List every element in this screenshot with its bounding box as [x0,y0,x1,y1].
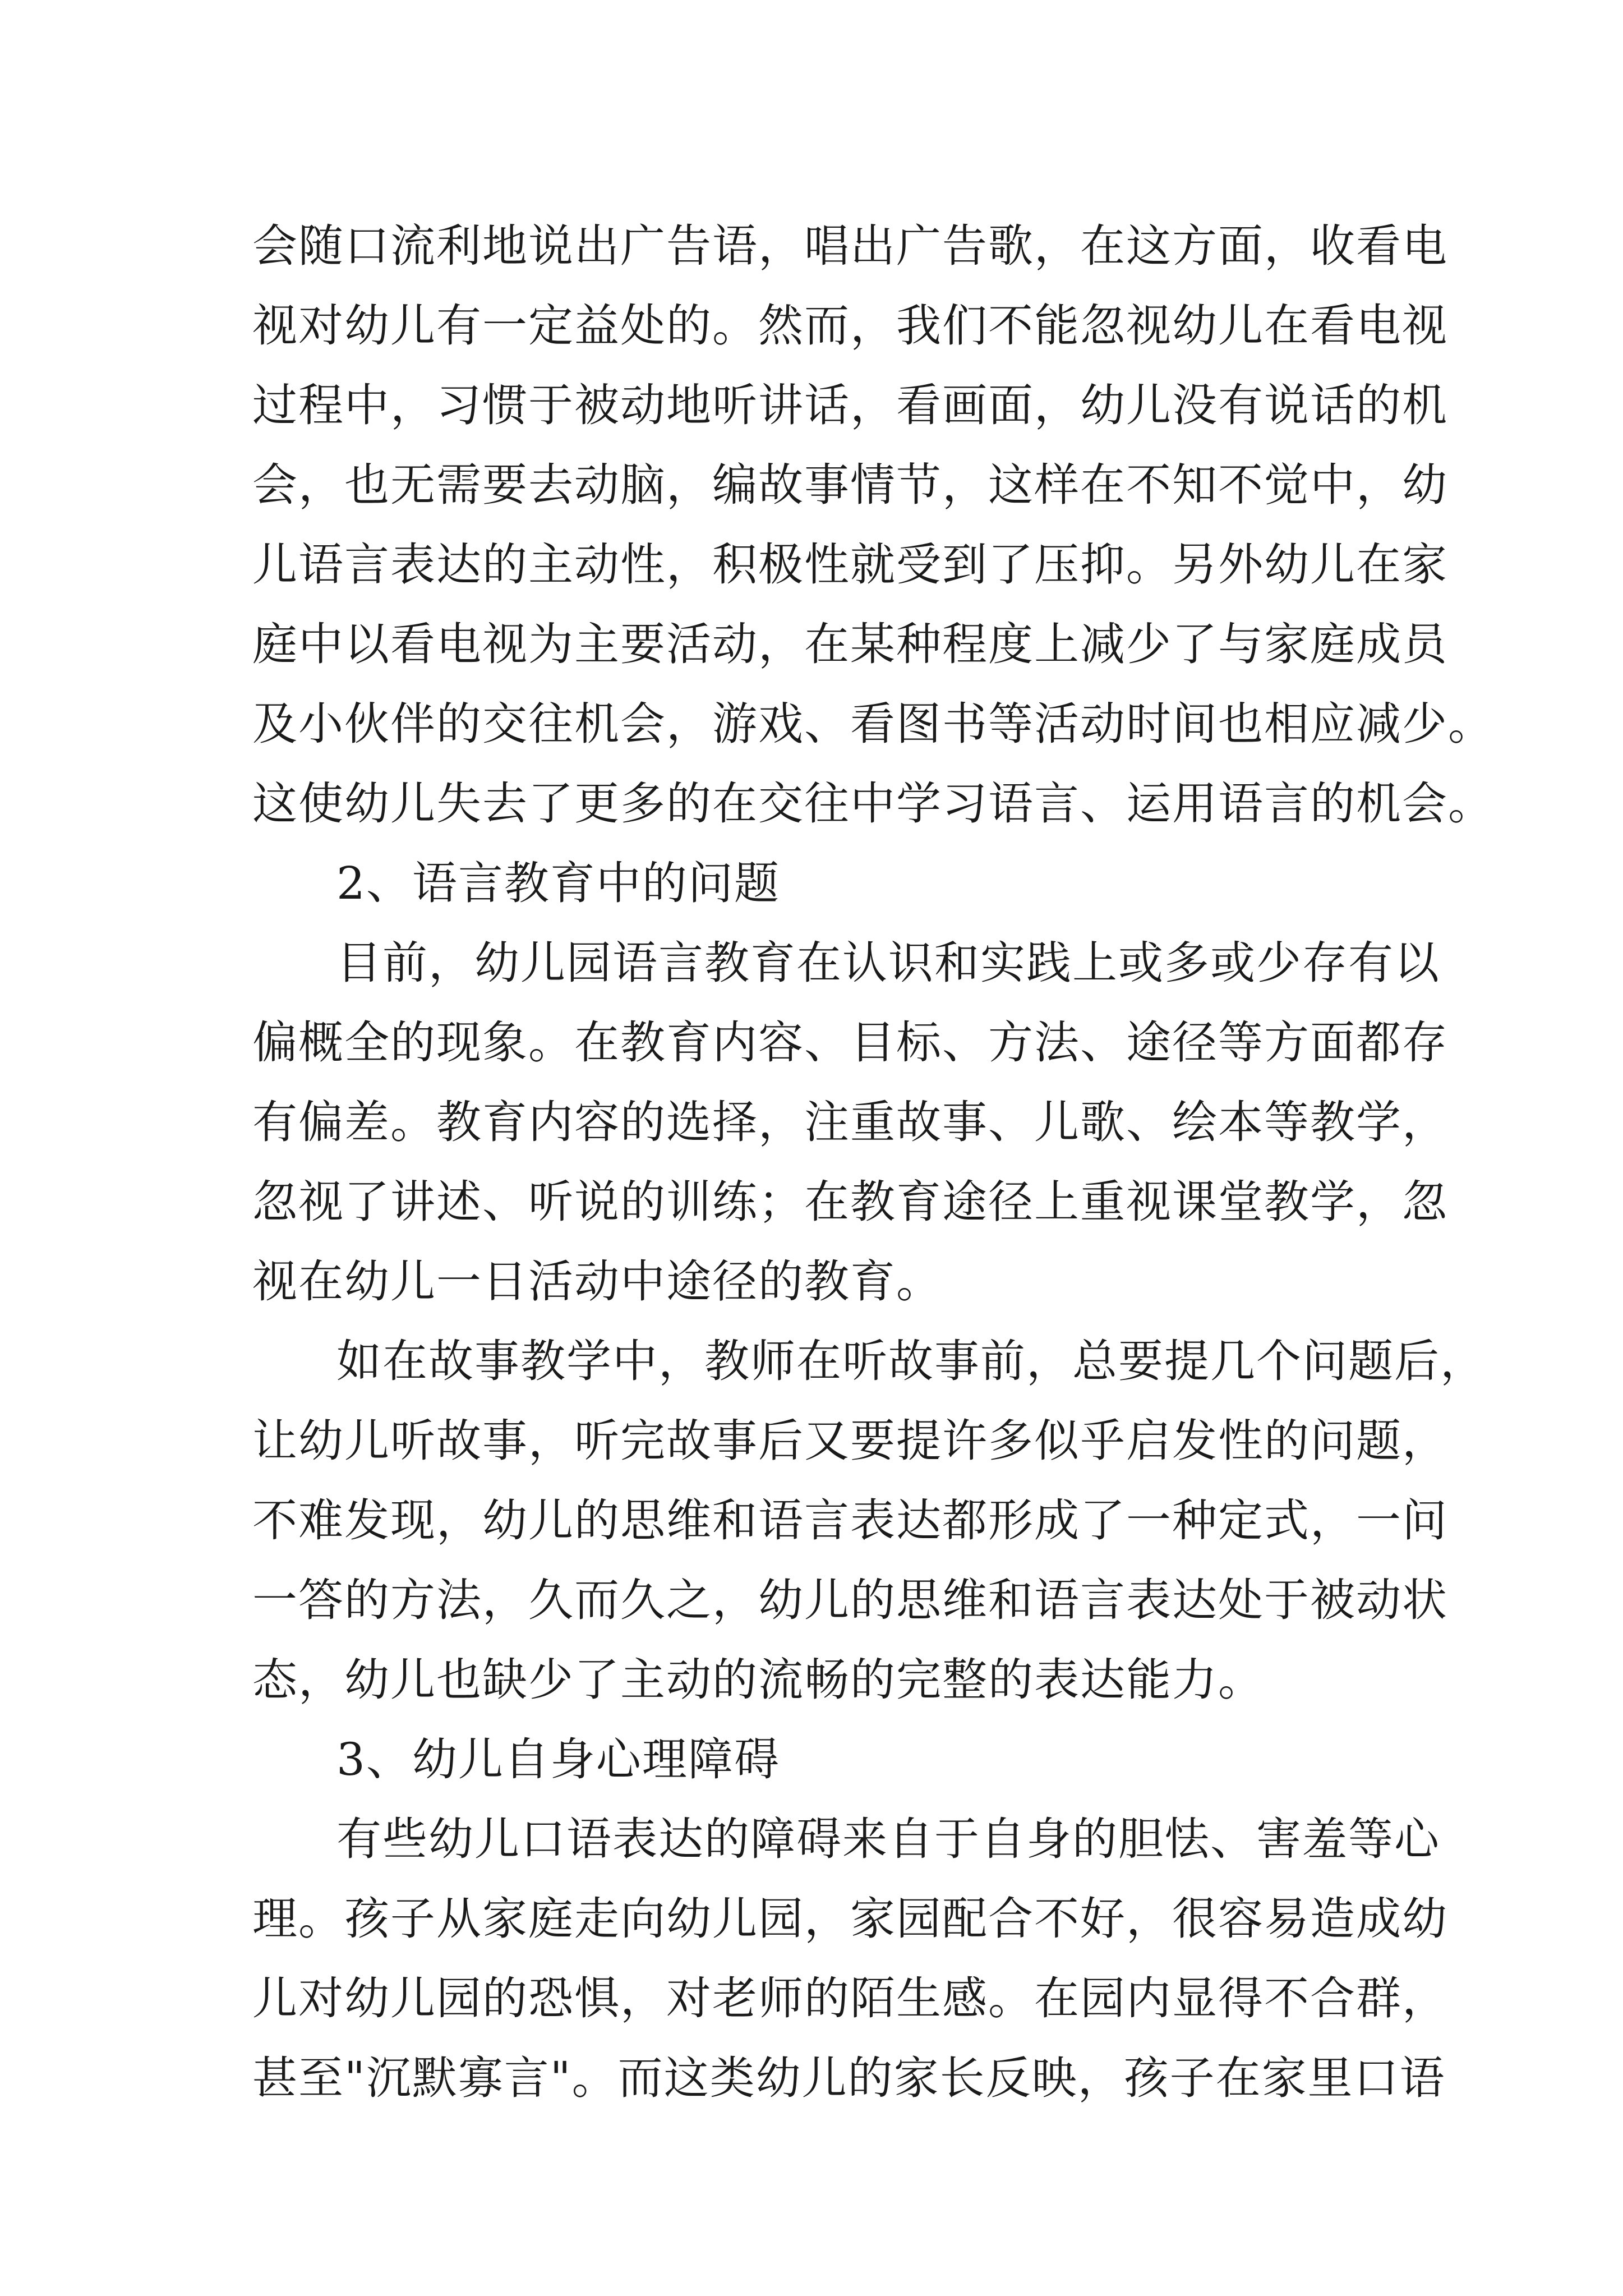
text-line: 如在故事教学中，教师在听故事前，总要提几个问题后， [336,1335,1486,1387]
section-heading-language-education [252,844,1380,923]
paragraph-shyness [252,1800,1448,2118]
text-line: 不难发现，幼儿的思维和语言表达都形成了一种定式，一问 [252,1494,1448,1547]
text-line: 一答的方法，久而久之，幼儿的思维和语言表达处于被动状 [252,1574,1448,1626]
text-line: 会随口流利地说出广告语，唱出广告歌，在这方面，收看电 [252,220,1448,272]
text-line: 会，也无需要去动脑，编故事情节，这样在不知不觉中，幼 [252,459,1448,511]
paragraph-education-issues [252,923,1448,1322]
text-line: 理。孩子从家庭走向幼儿园，家园配合不好，很容易造成幼 [252,1893,1448,1945]
text-line: 庭中以看电视为主要活动，在某种程度上减少了与家庭成员 [252,618,1448,670]
heading-line: 2、语言教育中的问题 [336,857,780,909]
text-line: 及小伙伴的交往机会，游戏、看图书等活动时间也相应减少。 [252,698,1494,750]
text-line: 忽视了讲述、听说的训练；在教育途径上重视课堂教学，忽 [252,1176,1448,1228]
text-line: 偏概全的现象。在教育内容、目标、方法、途径等方面都存 [252,1016,1448,1069]
text-line: 儿对幼儿园的恐惧，对老师的陌生感。在园内显得不合群， [252,1972,1448,2024]
section-heading-psychological-barriers [252,1720,1380,1800]
text-line: 有些幼儿口语表达的障碍来自于自身的胆怯、害羞等心 [336,1813,1440,1865]
text-line: 视对幼儿有一定益处的。然而，我们不能忽视幼儿在看电视 [252,300,1448,352]
text-line: 让幼儿听故事，听完故事后又要提许多似乎启发性的问题， [252,1415,1448,1467]
document-body [252,206,1494,2118]
text-line: 有偏差。教育内容的选择，注重故事、儿歌、绘本等教学， [252,1096,1448,1148]
text-line: 这使幼儿失去了更多的在交往中学习语言、运用语言的机会。 [252,777,1494,830]
text-line: 视在幼儿一日活动中途径的教育。 [252,1255,942,1308]
text-line: 过程中，习惯于被动地听讲话，看画面，幼儿没有说话的机 [252,379,1448,431]
paragraph-story-teaching [252,1322,1486,1720]
text-line: 儿语言表达的主动性，积极性就受到了压抑。另外幼儿在家 [252,539,1448,591]
paragraph-tv-influence [252,206,1494,844]
text-line: 目前，幼儿园语言教育在认识和实践上或多或少存有以 [336,937,1440,989]
text-line: 甚至"沉默寡言"。而这类幼儿的家长反映，孩子在家里口语 [252,2052,1446,2104]
heading-line: 3、幼儿自身心理障碍 [336,1733,780,1786]
text-line: 态，幼儿也缺少了主动的流畅的完整的表达能力。 [252,1654,1264,1706]
